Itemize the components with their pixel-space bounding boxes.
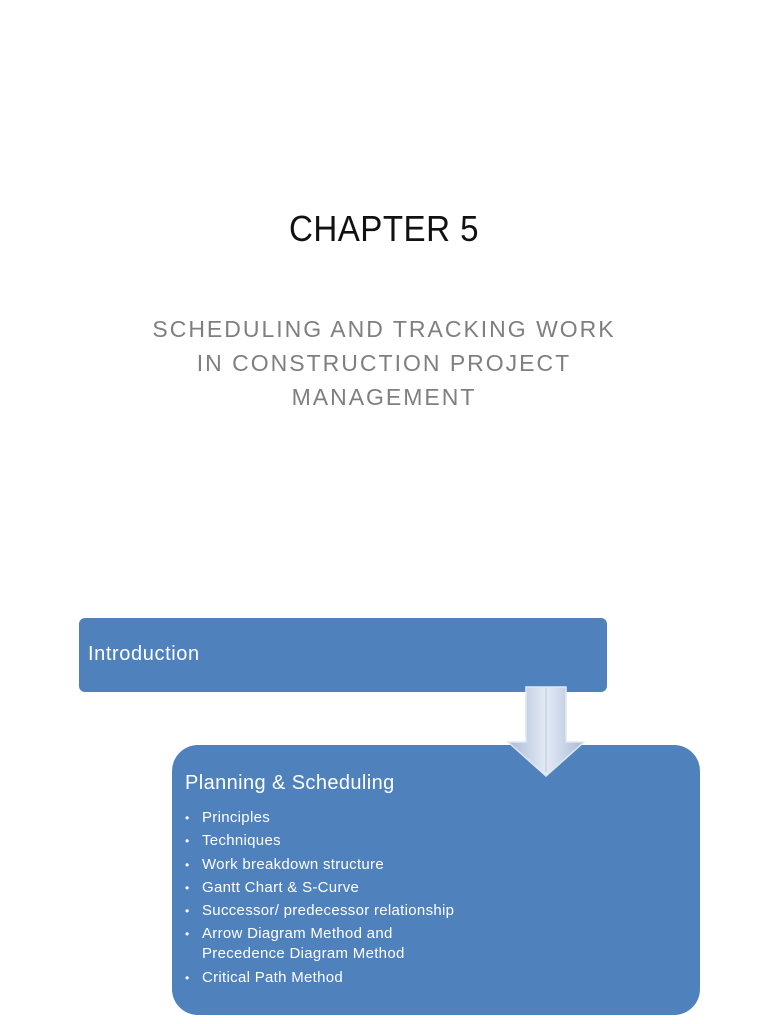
- bullet-icon: •: [185, 834, 190, 849]
- list-item: [185, 924, 454, 964]
- list-item-text: Techniques: [202, 832, 281, 850]
- bullet-icon: •: [185, 970, 190, 985]
- list-item: [185, 878, 454, 898]
- list-item-text: Gantt Chart & S-Curve: [202, 878, 360, 896]
- planning-scheduling-box: [172, 745, 700, 1015]
- list-item-text: Work breakdown structure: [202, 855, 384, 873]
- list-item: [185, 831, 454, 851]
- list-item: [185, 808, 454, 828]
- bullet-icon: •: [185, 857, 190, 872]
- bullet-icon: •: [185, 904, 190, 919]
- list-item-text: Arrow Diagram Method and Precedence Diagram Method: [202, 925, 405, 963]
- list-item-text: Successor/ predecessor relationship: [202, 902, 455, 920]
- bullet-icon: •: [185, 927, 190, 942]
- list-item: [185, 901, 454, 921]
- introduction-box: [79, 618, 607, 692]
- list-item: [185, 968, 454, 988]
- subtitle-line-1: SCHEDULING AND TRACKING WORK: [152, 316, 616, 342]
- list-item-text: Principles: [202, 809, 271, 826]
- planning-scheduling-title: Planning & Scheduling: [185, 772, 395, 794]
- list-item: [185, 855, 454, 875]
- bullet-icon: •: [185, 880, 190, 895]
- chapter-subtitle: [0, 312, 768, 414]
- subtitle-line-3: MANAGEMENT: [291, 384, 477, 410]
- introduction-label: Introduction: [88, 643, 200, 665]
- subtitle-line-2: IN CONSTRUCTION PROJECT: [196, 350, 572, 376]
- planning-topic-list: [185, 808, 454, 991]
- chapter-title: CHAPTER 5: [288, 208, 480, 249]
- list-item-text: Critical Path Method: [202, 968, 344, 986]
- down-arrow-icon: [506, 686, 586, 778]
- bullet-icon: •: [185, 811, 190, 825]
